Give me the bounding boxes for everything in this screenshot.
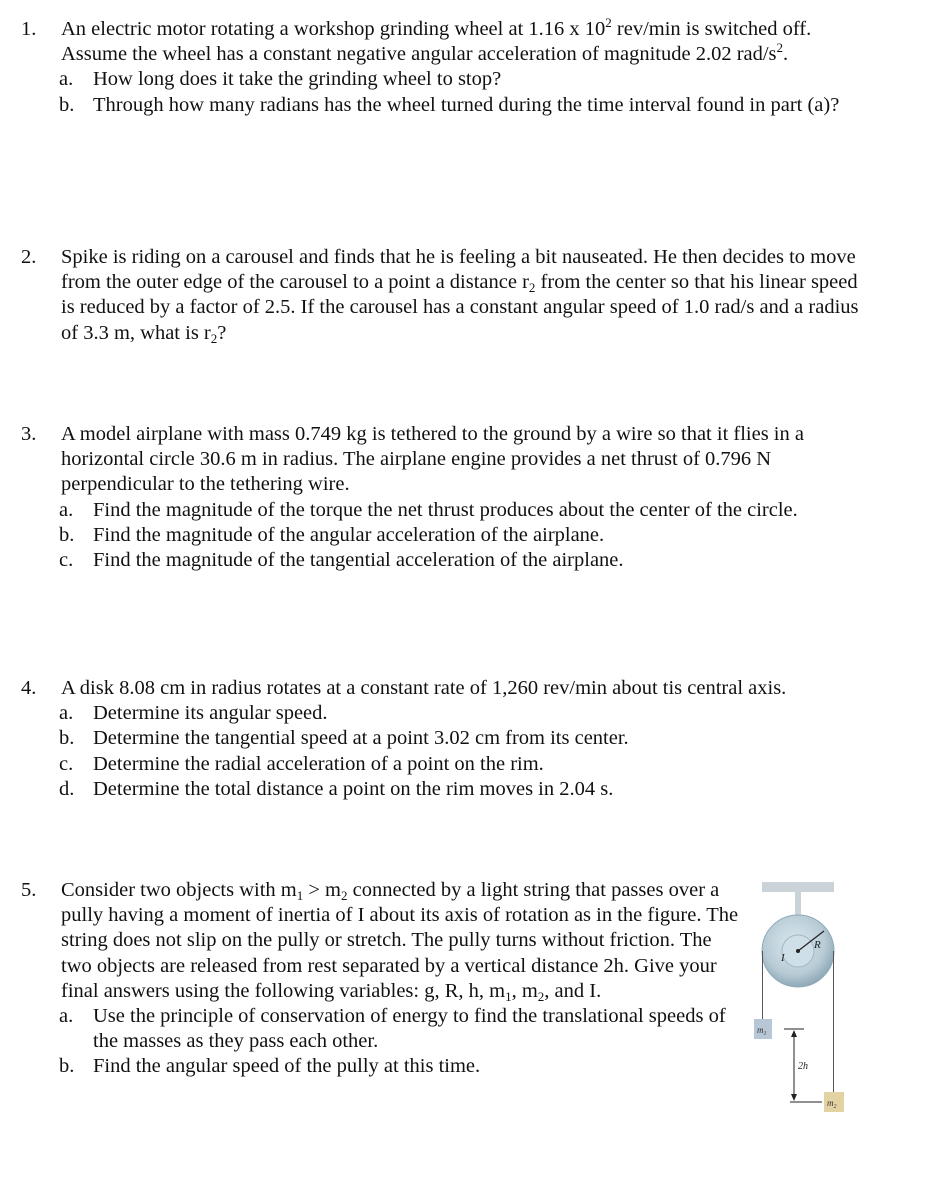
- question-part: a. Use the principle of conservation of energy to find the translational speeds of the masses as they pass each other.: [59, 1005, 726, 1053]
- label-2h: 2h: [798, 1061, 808, 1072]
- question-number: 1.: [21, 18, 37, 40]
- question-part: a. Find the magnitude of the torque the net thrust produces about the center of the circle.: [59, 498, 798, 521]
- label-I: I: [781, 952, 785, 964]
- label-R: R: [814, 939, 821, 951]
- question-text: Spike is riding on a carousel and finds that he is feeling a bit nauseated. He then decides to move from the outer edge of the carousel to a point a distance $r_2$ from the center so that his linear speed is reduced by a factor of 2.5. If the carousel has a constant angular speed of 1.0 rad/s and a radius of 3.3 m, what is $r_2$?: [61, 246, 859, 346]
- label-m1: $m_1$: [757, 1025, 767, 1037]
- question-number: 4.: [21, 677, 37, 699]
- question-part: b. Through how many radians has the wheel turned during the time interval found in part (a)?: [59, 93, 840, 116]
- question-3: [21, 422, 871, 573]
- question-number: 3.: [21, 423, 37, 445]
- question-part: c. Find the magnitude of the tangential acceleration of the airplane.: [59, 549, 624, 572]
- label-m2: $m_2$: [827, 1098, 837, 1110]
- question-1: [21, 17, 851, 118]
- question-part: a. How long does it take the grinding wheel to stop?: [59, 68, 502, 91]
- question-text: Consider two objects with $m_1 > m_2$ connected by a light string that passes over a pully having a moment of inertia of I about its axis of rotation as in the figure. The string does not slip on the pully or stretch. The pully turns without friction. The two objects are released from rest separated by a vertical distance 2h. Give your final answers using the following variables: g, R, h, $m_1$, $m_2$, and I.: [61, 879, 739, 1004]
- question-2: [21, 245, 871, 346]
- question-number: 5.: [21, 879, 37, 901]
- question-part: b. Find the angular speed of the pully at this time.: [59, 1055, 481, 1078]
- question-part: b. Find the magnitude of the angular acceleration of the airplane.: [59, 523, 605, 546]
- pulley-figure: [752, 876, 862, 1126]
- question-part: c. Determine the radial acceleration of a point on the rim.: [59, 752, 544, 775]
- question-part: b. Determine the tangential speed at a point 3.02 cm from its center.: [59, 727, 629, 750]
- question-text: An electric motor rotating a workshop grinding wheel at 1.16 x $10^2$ rev/min is switched off. Assume the wheel has a constant negative angular acceleration of magnitude 2.02 rad/$s^2$.: [61, 15, 812, 66]
- question-5: [21, 878, 741, 1080]
- question-text: A disk 8.08 cm in radius rotates at a constant rate of 1,260 rev/min about tis central axis.: [61, 677, 787, 699]
- question-4: [21, 676, 871, 802]
- question-part: d. Determine the total distance a point on the rim moves in 2.04 s.: [59, 777, 614, 800]
- question-text: A model airplane with mass 0.749 kg is tethered to the ground by a wire so that it flies in a horizontal circle 30.6 m in radius. The airplane engine provides a net thrust of 0.796 N perpendicular to the tethering wire.: [61, 423, 804, 496]
- question-number: 2.: [21, 246, 37, 268]
- question-part: a. Determine its angular speed.: [59, 702, 328, 725]
- ceiling: [762, 882, 834, 892]
